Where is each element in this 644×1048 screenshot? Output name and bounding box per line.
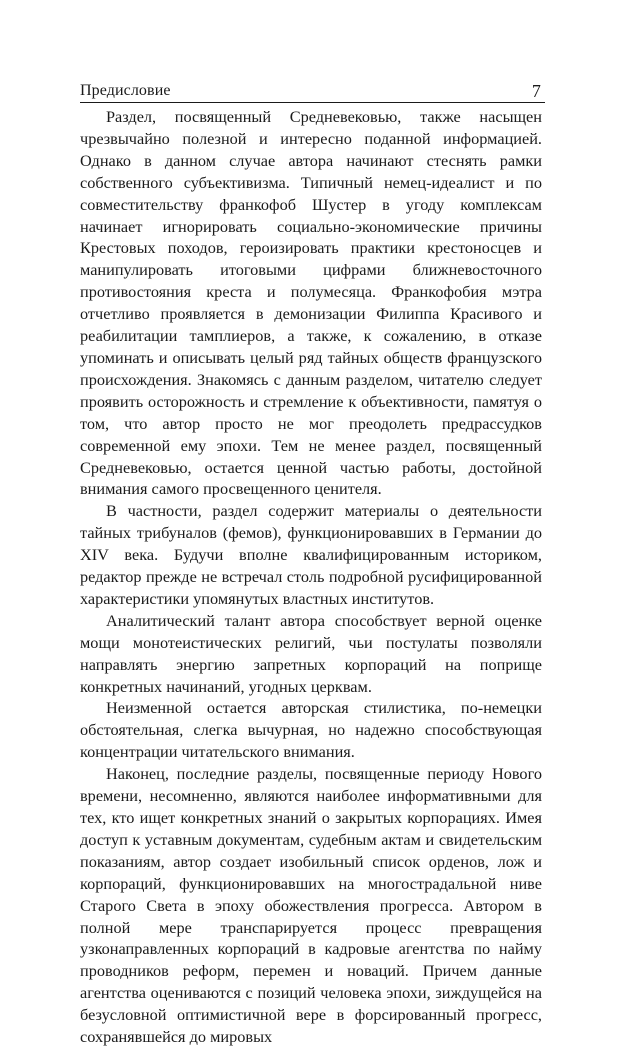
running-head [80,74,545,100]
paragraph: Раздел, посвященный Средневековью, также насыщен чрезвычайно полезной и интересно поданной информацией. Однако в данном случае автора начинают стеснять рамки собственного субъективизма. Типичный немец-идеалист и по совместительству франкофоб Шустер в угоду комплексам начинает игнорировать социально-экономические причины Крестовых походов, героизировать практики крестоносцев и манипулировать итоговыми цифрами ближневосточного противостояния креста и полумесяца. Франкофобия мэтра отчетливо проявляется в демонизации Филиппа Красивого и реабилитации тамплиеров, а также, к сожалению, в отказе упоминать и описывать целый ряд тайных обществ французского происхождения. Знакомясь с данным разделом, читателю следует проявить осторожность и стремление к объективности, памятуя о том, что автор просто не мог преодолеть предрассудков современной ему эпохи. Тем не менее раздел, посвященный Средневековью, остается ценной частью работы, достойной внимания самого просвещенного ценителя. [80,107,542,499]
paragraph: В частности, раздел содержит материалы о деятельности тайных трибуналов (фемов), функционировавших в Германии до XIV века. Будучи вполне квалифицированным историком, редактор прежде не встречал столь подробной русифицированной характеристики упомянутых властных институтов. [80,501,542,608]
paragraph: Неизменной остается авторская стилистика, по-немецки обстоятельная, слегка вычурная, но надежно способствующая концентрации читательского внимания. [80,698,542,762]
paragraph: Наконец, последние разделы, посвященные периоду Нового времени, несомненно, являются наиболее информативными для тех, кто ищет конкретных знаний о закрытых корпорациях. Имея доступ к уставным документам, судебным актам и свидетельским показаниям, автор создает изобильный список орденов, лож и корпораций, функционировавших на многострадальной ниве Старого Света в эпоху обожествления прогресса. Автором в полной мере транспарируется процесс превращения узконаправленных корпораций в кадровые агентства по найму проводников реформ, перемен и новаций. Причем данные агентства оцениваются с позиций человека эпохи, зиждущейся на безусловной оптимистичной вере в форсированный прогресс, сохранявшейся до мировых [80,764,542,1047]
section-title: Предисловие [80,82,171,99]
paragraph: Аналитический талант автора способствует верной оценке мощи монотеистических религий, чьи постулаты позволяли направлять энергию запретных корпораций на поприще конкретных начинаний, угодных церквам. [80,610,542,696]
header-rule [80,102,545,103]
page-number: 7 [531,81,541,101]
body-text [80,106,542,1048]
